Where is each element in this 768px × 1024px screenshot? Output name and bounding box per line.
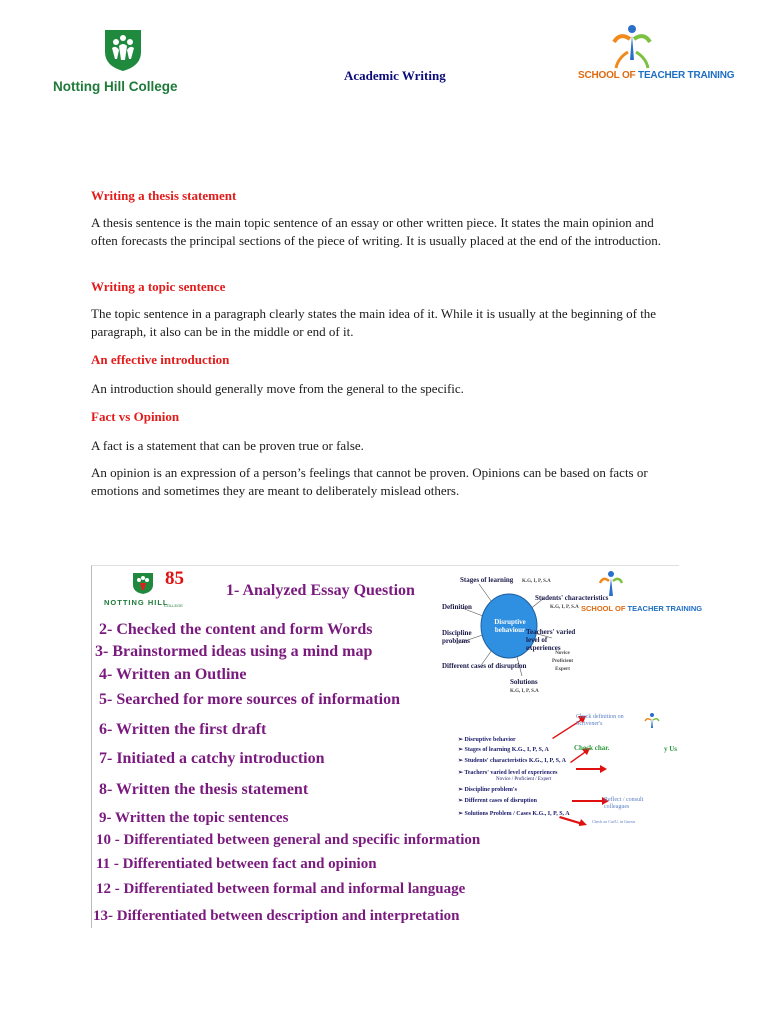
outline-item-3: ➢ Students' characteristics K.G., I, P, S, A [458, 758, 566, 764]
teacher-training-text [578, 70, 734, 81]
outline-item-1-text: Disruptive behavior [464, 737, 516, 743]
college-name: Notting Hill College [53, 79, 178, 94]
paragraph-introduction: An introduction should generally move from the general to the specific. [91, 381, 464, 396]
outline-item-6-text: Different cases of disruption [464, 798, 537, 804]
outline-item-6: ➢ Different cases of disruption [458, 798, 537, 804]
note-y-us: y Us [664, 745, 678, 753]
outline-item-4-text: Teachers' varied level of experiences [464, 770, 558, 776]
note-check-char: Check char. [574, 744, 610, 752]
outline-item-1: ➢ Disruptive behavior [458, 737, 516, 743]
step-6: 6- Written the first draft [99, 721, 267, 738]
mind-map-cases: Different cases of disruption [442, 662, 527, 670]
note-check-small: Check on Cut/U. in Gnosis [592, 819, 636, 824]
paragraph-fact: A fact is a statement that can be proven true or false. [91, 438, 364, 453]
mind-map-definition: Definition [442, 603, 472, 611]
outline-item-5-text: Discipline problem's [464, 787, 517, 793]
outline-item-7-text: Solutions Problem / Cases K.G., I, P, S, A [464, 811, 570, 817]
mind-map-center: Disruptive behaviour [494, 618, 526, 634]
writing-steps-slide [91, 565, 703, 928]
outline-item-7: ➢ Solutions Problem / Cases K.G., I, P, S, A [458, 811, 570, 817]
step-1: 1- Analyzed Essay Question [226, 582, 415, 599]
note-check-definition: Check definition on Scrivener's [576, 714, 624, 727]
step-5: 5- Searched for more sources of information [99, 691, 400, 708]
step-13: 13- Differentiated between description and interpretation [93, 908, 460, 924]
step-2: 2- Checked the content and form Words [99, 621, 373, 638]
step-8: 8- Written the thesis statement [99, 781, 309, 798]
heading-introduction: An effective introduction [91, 352, 230, 367]
mind-map-stages-sub: K.G, I, P, S.A [522, 579, 551, 584]
step-4: 4- Written an Outline [99, 666, 247, 683]
heading-fact-opinion: Fact vs Opinion [91, 409, 180, 424]
mind-map-teachers-sub: Novice Proficient Expert [552, 651, 574, 672]
outline-item-3-text: Students' characteristics K.G., I, P, S, A [464, 758, 566, 764]
document-title: Academic Writing [344, 68, 446, 83]
outline-item-2: ➢ Stages of learning K.G., I, P, S, A [458, 747, 549, 753]
heading-thesis: Writing a thesis statement [91, 188, 237, 203]
mind-map-discipline: Discipline problems [442, 629, 472, 645]
step-11: 11 - Differentiated between fact and opinion [96, 856, 377, 872]
slide-school-of: SCHOOL OF [581, 604, 628, 613]
teacher-training-logo [610, 24, 654, 70]
paragraph-opinion: An opinion is an expression of a person’s feelings that cannot be proven. Opinions can be based on facts or emotions and sometimes they are meant to deliberately mislead others. [91, 465, 648, 498]
paragraph-thesis: A thesis sentence is the main topic sentence of an essay or other written piece. It states the main opinion and often forecasts the principal sections of the piece of writing. It is usually placed at the end of the introduction. [91, 215, 662, 248]
mind-map-students-sub: K.G, I, P, S.A [550, 605, 579, 610]
outline-item-4: ➢ Teachers' varied level of experiences [458, 770, 558, 776]
slide-page-number: 85 [165, 568, 184, 589]
slide-teacher-training-logo [598, 570, 624, 600]
mind-map-teachers: Teachers' varied level of experiences [526, 628, 576, 652]
heading-topic-sentence: Writing a topic sentence [91, 279, 226, 294]
slide-college-logo [132, 571, 154, 595]
step-9: 9- Written the topic sentences [99, 810, 289, 826]
step-7: 7- Initiated a catchy introduction [99, 750, 325, 767]
notting-hill-college-logo [103, 26, 143, 72]
note-reflect: Reflect / consult colleagues [604, 797, 644, 810]
mind-map-stages: Stages of learning [460, 576, 514, 584]
outline-item-5: ➢ Discipline problem's [458, 787, 517, 793]
slide-logo-text: NOTTING HILL [104, 598, 169, 607]
slide-small-logo [644, 712, 660, 730]
outline-item-4-sub: Novice / Proficient / Expert [496, 777, 552, 782]
slide-teacher-training: TEACHER TRAINING [627, 604, 703, 613]
slide-logo-sub: COLLEGE [164, 603, 183, 608]
mind-map-solutions-sub: K.G, I, P, S.A [510, 689, 539, 694]
step-3: 3- Brainstormed ideas using a mind map [95, 643, 373, 660]
mind-map-solutions: Solutions [510, 678, 538, 686]
teacher-training-label: TEACHER TRAINING [638, 70, 735, 81]
step-10: 10 - Differentiated between general and specific information [96, 832, 481, 848]
paragraph-topic-sentence: The topic sentence in a paragraph clearly states the main idea of it. While it is usually at the beginning of the paragraph, it also can be in the middle or end of it. [91, 306, 657, 339]
school-of-label: SCHOOL OF [578, 70, 639, 81]
slide-teacher-training-text [581, 604, 702, 613]
step-12: 12 - Differentiated between formal and informal language [96, 881, 466, 897]
outline-item-2-text: Stages of learning K.G., I, P, S, A [464, 747, 549, 753]
mind-map-students: Students' characteristics [535, 594, 609, 602]
